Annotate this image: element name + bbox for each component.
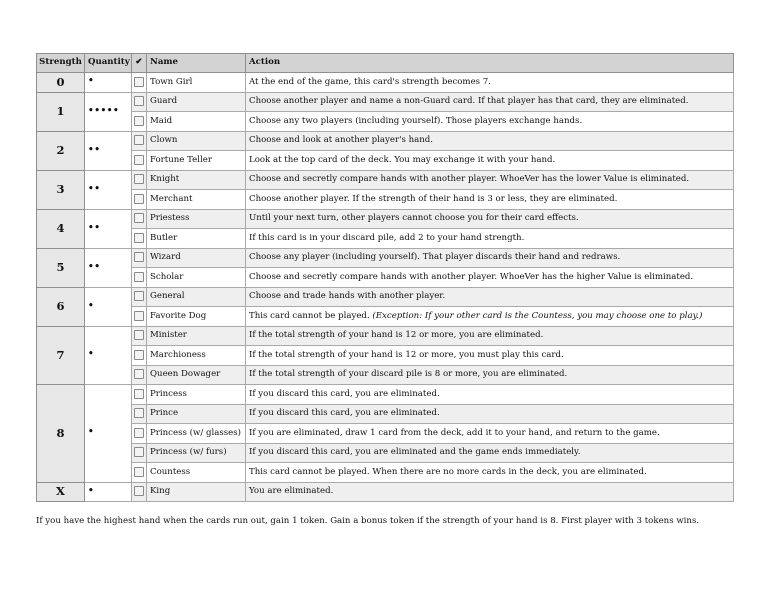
table-row bbox=[37, 170, 734, 190]
strength-value: 6 bbox=[37, 287, 85, 326]
table-row bbox=[37, 443, 734, 463]
quantity-dots: • bbox=[85, 385, 132, 483]
checkbox-cell bbox=[132, 424, 147, 444]
card-name: Minister bbox=[147, 326, 246, 346]
card-name: Clown bbox=[147, 131, 246, 151]
card-checkbox[interactable] bbox=[134, 428, 144, 438]
card-action-text: If you are eliminated, draw 1 card from the deck, add it to your hand, and return to the game. bbox=[249, 427, 660, 438]
card-name: Prince bbox=[147, 404, 246, 424]
card-name: Town Girl bbox=[147, 73, 246, 93]
strength-value: 8 bbox=[37, 385, 85, 483]
card-checkbox[interactable] bbox=[134, 291, 144, 301]
card-checkbox[interactable] bbox=[134, 174, 144, 184]
card-reference-sheet bbox=[36, 53, 733, 502]
footer-text: If you have the highest hand when the cards run out, gain 1 token. Gain a bonus token if the strength of your hand is 8. First player with 3 tokens wins. bbox=[36, 516, 700, 526]
card-action bbox=[246, 248, 734, 268]
quantity-dots: •• bbox=[85, 170, 132, 209]
card-name: Priestess bbox=[147, 209, 246, 229]
card-action-text: Choose and look at another player's hand. bbox=[249, 135, 434, 146]
card-table bbox=[36, 53, 734, 502]
card-checkbox[interactable] bbox=[134, 350, 144, 360]
card-checkbox[interactable] bbox=[134, 447, 144, 457]
card-name: Fortune Teller bbox=[147, 151, 246, 171]
table-row bbox=[37, 248, 734, 268]
strength-value: 2 bbox=[37, 131, 85, 170]
card-name: Knight bbox=[147, 170, 246, 190]
header-row bbox=[37, 54, 734, 73]
card-action-text: Choose and secretly compare hands with another player. WhoeVer has the higher Value is eliminated. bbox=[249, 271, 694, 282]
table-row bbox=[37, 73, 734, 93]
quantity-dots: •• bbox=[85, 209, 132, 248]
card-action bbox=[246, 404, 734, 424]
card-action-text: This card cannot be played. bbox=[249, 310, 370, 321]
card-name: Favorite Dog bbox=[147, 307, 246, 327]
card-action bbox=[246, 170, 734, 190]
card-action bbox=[246, 287, 734, 307]
card-checkbox[interactable] bbox=[134, 467, 144, 477]
card-action bbox=[246, 73, 734, 93]
card-action bbox=[246, 443, 734, 463]
checkbox-cell bbox=[132, 190, 147, 210]
header-name: Name bbox=[147, 54, 246, 73]
table-row bbox=[37, 112, 734, 132]
card-checkbox[interactable] bbox=[134, 194, 144, 204]
card-action bbox=[246, 92, 734, 112]
quantity-dots: •• bbox=[85, 131, 132, 170]
card-name: Wizard bbox=[147, 248, 246, 268]
card-checkbox[interactable] bbox=[134, 96, 144, 106]
card-action bbox=[246, 482, 734, 502]
table-row bbox=[37, 190, 734, 210]
card-action bbox=[246, 209, 734, 229]
checkbox-cell bbox=[132, 346, 147, 366]
card-checkbox[interactable] bbox=[134, 116, 144, 126]
header-strength: Strength bbox=[37, 54, 85, 73]
card-checkbox[interactable] bbox=[134, 77, 144, 87]
checkbox-cell bbox=[132, 268, 147, 288]
checkbox-cell bbox=[132, 170, 147, 190]
card-name: Maid bbox=[147, 112, 246, 132]
quantity-dots: • bbox=[85, 73, 132, 93]
strength-value: 3 bbox=[37, 170, 85, 209]
card-action-text: Choose another player and name a non-Guard card. If that player has that card, they are eliminated. bbox=[249, 96, 689, 107]
quantity-dots: • bbox=[85, 482, 132, 502]
table-row bbox=[37, 463, 734, 483]
card-name: Princess bbox=[147, 385, 246, 405]
checkbox-cell bbox=[132, 131, 147, 151]
card-action bbox=[246, 190, 734, 210]
checkbox-cell bbox=[132, 307, 147, 327]
card-table-body bbox=[37, 73, 734, 502]
checkbox-cell bbox=[132, 404, 147, 424]
card-action-text: If you discard this card, you are eliminated and the game ends immediately. bbox=[249, 447, 581, 458]
checkbox-cell bbox=[132, 112, 147, 132]
quantity-dots: • bbox=[85, 326, 132, 385]
table-row bbox=[37, 482, 734, 502]
card-action-text: At the end of the game, this card's strength becomes 7. bbox=[249, 76, 492, 87]
strength-value: 1 bbox=[37, 92, 85, 131]
card-action bbox=[246, 112, 734, 132]
quantity-dots: •• bbox=[85, 248, 132, 287]
strength-value: 4 bbox=[37, 209, 85, 248]
card-checkbox[interactable] bbox=[134, 233, 144, 243]
card-name: Princess (w/ glasses) bbox=[147, 424, 246, 444]
card-checkbox[interactable] bbox=[134, 486, 144, 496]
card-action bbox=[246, 385, 734, 405]
table-row bbox=[37, 92, 734, 112]
card-action-text: Until your next turn, other players cannot choose you for their card effects. bbox=[249, 213, 579, 224]
checkbox-cell bbox=[132, 326, 147, 346]
card-action bbox=[246, 229, 734, 249]
strength-value: X bbox=[37, 482, 85, 502]
checkbox-cell bbox=[132, 287, 147, 307]
card-name: Countess bbox=[147, 463, 246, 483]
card-action-text: If the total strength of your discard pile is 8 or more, you are eliminated. bbox=[249, 369, 568, 380]
checkbox-cell bbox=[132, 463, 147, 483]
card-action-text: If this card is in your discard pile, add 2 to your hand strength. bbox=[249, 232, 525, 243]
card-action bbox=[246, 326, 734, 346]
table-row bbox=[37, 209, 734, 229]
card-action bbox=[246, 463, 734, 483]
checkbox-cell bbox=[132, 73, 147, 93]
card-name: Merchant bbox=[147, 190, 246, 210]
card-checkbox[interactable] bbox=[134, 272, 144, 282]
checkbox-cell bbox=[132, 385, 147, 405]
card-action-text: This card cannot be played. When there are no more cards in the deck, you are eliminated. bbox=[249, 466, 647, 477]
card-checkbox[interactable] bbox=[134, 155, 144, 165]
table-row bbox=[37, 404, 734, 424]
card-action-text: Look at the top card of the deck. You may exchange it with your hand. bbox=[249, 154, 556, 165]
table-row bbox=[37, 365, 734, 385]
card-action-text: If the total strength of your hand is 12 or more, you are eliminated. bbox=[249, 330, 544, 341]
table-row bbox=[37, 326, 734, 346]
card-name: Princess (w/ furs) bbox=[147, 443, 246, 463]
table-row bbox=[37, 424, 734, 444]
checkbox-cell bbox=[132, 443, 147, 463]
checkbox-cell bbox=[132, 482, 147, 502]
card-action-text: Choose and trade hands with another player. bbox=[249, 291, 446, 302]
strength-value: 5 bbox=[37, 248, 85, 287]
card-name: General bbox=[147, 287, 246, 307]
card-checkbox[interactable] bbox=[134, 408, 144, 418]
table-row bbox=[37, 346, 734, 366]
header-quantity: Quantity bbox=[85, 54, 132, 73]
card-action-text: Choose another player. If the strength of their hand is 3 or less, they are eliminated. bbox=[249, 193, 618, 204]
checkbox-cell bbox=[132, 365, 147, 385]
card-action bbox=[246, 424, 734, 444]
checkbox-cell bbox=[132, 151, 147, 171]
table-row bbox=[37, 151, 734, 171]
table-row bbox=[37, 385, 734, 405]
card-action-text: Choose any two players (including yourself). Those players exchange hands. bbox=[249, 115, 583, 126]
header-check: ✔ bbox=[132, 54, 147, 73]
strength-value: 0 bbox=[37, 73, 85, 93]
card-action-text: Choose any player (including yourself). That player discards their hand and redraws. bbox=[249, 252, 621, 263]
card-name: Marchioness bbox=[147, 346, 246, 366]
card-action bbox=[246, 346, 734, 366]
table-row bbox=[37, 287, 734, 307]
card-action-text: If you discard this card, you are eliminated. bbox=[249, 388, 440, 399]
table-row bbox=[37, 131, 734, 151]
card-checkbox[interactable] bbox=[134, 135, 144, 145]
quantity-dots: • bbox=[85, 287, 132, 326]
card-name: Butler bbox=[147, 229, 246, 249]
table-row bbox=[37, 307, 734, 327]
checkbox-cell bbox=[132, 92, 147, 112]
card-checkbox[interactable] bbox=[134, 311, 144, 321]
card-action-text: If the total strength of your hand is 12 or more, you must play this card. bbox=[249, 349, 564, 360]
checkbox-cell bbox=[132, 209, 147, 229]
card-action-text: Choose and secretly compare hands with another player. WhoeVer has the lower Value is eliminated. bbox=[249, 174, 690, 185]
checkbox-cell bbox=[132, 229, 147, 249]
card-action bbox=[246, 131, 734, 151]
card-name: King bbox=[147, 482, 246, 502]
card-action-note: (Exception: If your other card is the Countess, you may choose one to play.) bbox=[372, 310, 703, 321]
header-action: Action bbox=[246, 54, 734, 73]
checkbox-cell bbox=[132, 248, 147, 268]
card-action bbox=[246, 268, 734, 288]
card-action bbox=[246, 151, 734, 171]
card-checkbox[interactable] bbox=[134, 330, 144, 340]
card-checkbox[interactable] bbox=[134, 369, 144, 379]
card-name: Guard bbox=[147, 92, 246, 112]
card-action-text: You are eliminated. bbox=[249, 486, 334, 497]
card-checkbox[interactable] bbox=[134, 252, 144, 262]
quantity-dots: ••••• bbox=[85, 92, 132, 131]
card-action bbox=[246, 307, 734, 327]
strength-value: 7 bbox=[37, 326, 85, 385]
card-checkbox[interactable] bbox=[134, 213, 144, 223]
card-name: Scholar bbox=[147, 268, 246, 288]
card-name: Queen Dowager bbox=[147, 365, 246, 385]
card-action-text: If you discard this card, you are eliminated. bbox=[249, 408, 440, 419]
card-action bbox=[246, 365, 734, 385]
table-row bbox=[37, 229, 734, 249]
table-row bbox=[37, 268, 734, 288]
card-checkbox[interactable] bbox=[134, 389, 144, 399]
